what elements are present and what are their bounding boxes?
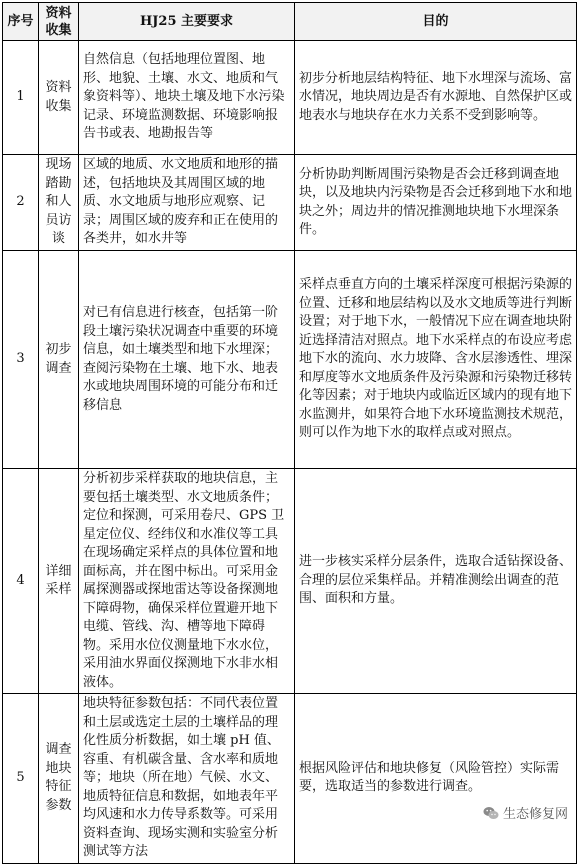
row-stage: 现场踏勘和人员访谈 [39,155,79,251]
row-stage: 调查地块特征参数 [39,694,79,864]
row-requirement: 地块特征参数包括：不同代表位置和土层或选定土层的土壤样品的理化性质分析数据，如土壤 pH 值、容重、有机碳含量、含水率和质地等；地块（所在地）气候、水文、地质特征信息和数据，如地表年平均风速和水力传导系数等。可采用资料查询、现场实测和实验室分析测试等方法 [79,694,295,864]
row-no: 5 [3,694,39,864]
watermark [483,803,568,822]
row-requirement: 分析初步采样获取的地块信息，主要包括土壤类型、水文地质条件；定位和探测，可采用卷尺、GPS 卫星定位仪、经纬仪和水准仪等工具在现场确定采样点的具体位置和地面标高，并在图中标出。可采用金属探测器或探地雷达等设备探测地下障碍物，确保采样位置避开地下电缆、管线、沟、槽等地下障碍物。采用水位仪测量地下水水位，采用油水界面仪探测地下水非水相液体。 [79,469,295,694]
row-purpose: 分析协助判断周围污染物是否会迁移到调查地块，以及地块内污染物是否会迁移到地下水和地块之外；周边井的情况推测地块地下水埋深条件。 [295,155,577,251]
table-row [3,155,577,251]
row-stage: 初步调查 [39,251,79,469]
row-stage: 资料收集 [39,41,79,155]
table-row [3,694,577,864]
table-row [3,469,577,694]
row-no: 4 [3,469,39,694]
row-requirement: 区域的地质、水文地质和地形的描述，包括地块及其周围区域的地质、水文地质与地形应观察、记录；周围区域的废弃和正在使用的各类井，如水井等 [79,155,295,251]
row-purpose: 根据风险评估和地块修复（风险管控）实际需要，选取适当的参数进行调查。 [295,694,577,864]
header-no: 序号 [3,3,39,41]
table-header-row [3,3,577,41]
row-purpose: 进一步核实采样分层条件，选取合适钻探设备、合理的层位采集样品。并精准测绘出调查的范围、面积和方量。 [295,469,577,694]
table-row [3,251,577,469]
requirements-table [2,2,577,864]
watermark-text: 生态修复网 [502,807,568,822]
row-purpose: 初步分析地层结构特征、地下水埋深与流场、富水情况，地块周边是否有水源地、自然保护区或地表水与地块存在水力关系不受到影响等。 [295,41,577,155]
header-stage: 资料收集 [39,3,79,41]
table-row [3,41,577,155]
header-requirement: HJ25 主要要求 [79,3,295,41]
row-no: 3 [3,251,39,469]
row-no: 2 [3,155,39,251]
header-purpose: 目的 [295,3,577,41]
row-purpose: 采样点垂直方向的土壤采样深度可根据污染源的位置、迁移和地层结构以及水文地质等进行判断设置；对于地下水，一般情况下应在调查地块附近选择清洁对照点。地下水采样点的布设应考虑地下水的流向、水力坡降、含水层渗透性、埋深和厚度等水文地质条件及污染源和污染物迁移转化等因素；对于地块内或临近区域内的现有地下水监测井，如果符合地下水环境监测技术规范，则可以作为地下水的取样点或对照点。 [295,251,577,469]
row-requirement: 对已有信息进行核查，包括第一阶段土壤污染状况调查中重要的环境信息，如土壤类型和地下水埋深；查阅污染物在土壤、地下水、地表水或地块周围环境的可能分布和迁移信息 [79,251,295,469]
row-requirement: 自然信息（包括地理位置图、地形、地貌、土壤、水文、地质和气象资料等）、地块土壤及地下水污染记录、环境监测数据、环境影响报告书或表、地勘报告等 [79,41,295,155]
row-stage: 详细采样 [39,469,79,694]
row-no: 1 [3,41,39,155]
document-page [2,2,576,864]
wechat-icon [483,805,499,821]
